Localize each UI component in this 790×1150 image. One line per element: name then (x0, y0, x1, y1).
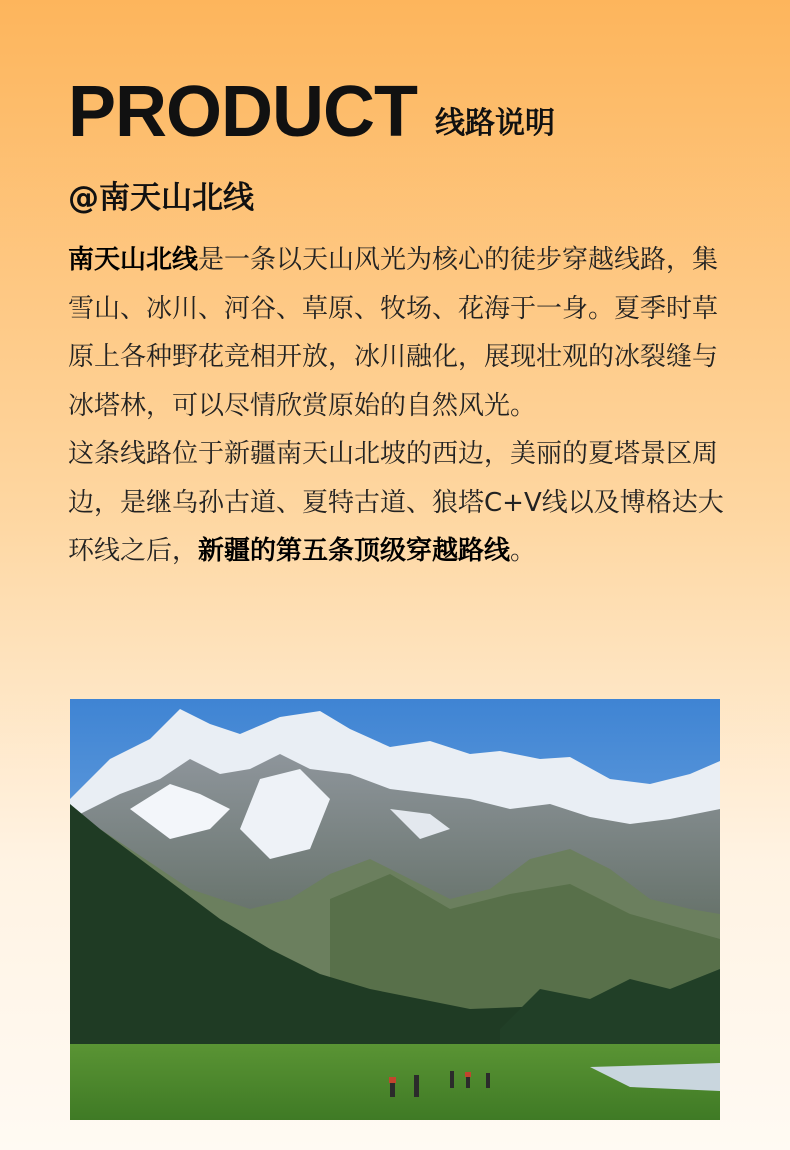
description-text-1: 是一条以天山风光为核心的徒步穿越线路，集雪山、冰川、河谷、草原、牧场、花海于一身。夏季时草原上各种野花竞相开放，冰川融化，展现壮观的冰裂缝与冰塔林，可以尽情欣赏原始的自然风光。 (68, 245, 719, 421)
description-text-end: 。 (510, 536, 537, 566)
description-paragraph-1 (68, 236, 730, 430)
mountain-illustration (70, 699, 720, 1120)
description-paragraph-2 (68, 430, 730, 576)
page-title: PRODUCT (68, 72, 417, 152)
highlight-bold: 新疆的第五条顶级穿越路线 (198, 536, 511, 566)
description (68, 236, 730, 576)
route-name: @南天山北线 (68, 180, 254, 216)
header (68, 72, 555, 152)
page-subtitle: 线路说明 (435, 106, 555, 141)
mountain-photo (70, 699, 720, 1120)
description-text-2: 这条线路位于新疆南天山北坡的西边，美丽的夏塔景区周边，是继乌孙古道、夏特古道、狼塔C+V线以及博格达大环线之后， (68, 439, 724, 566)
route-name-bold: 南天山北线 (68, 245, 199, 275)
